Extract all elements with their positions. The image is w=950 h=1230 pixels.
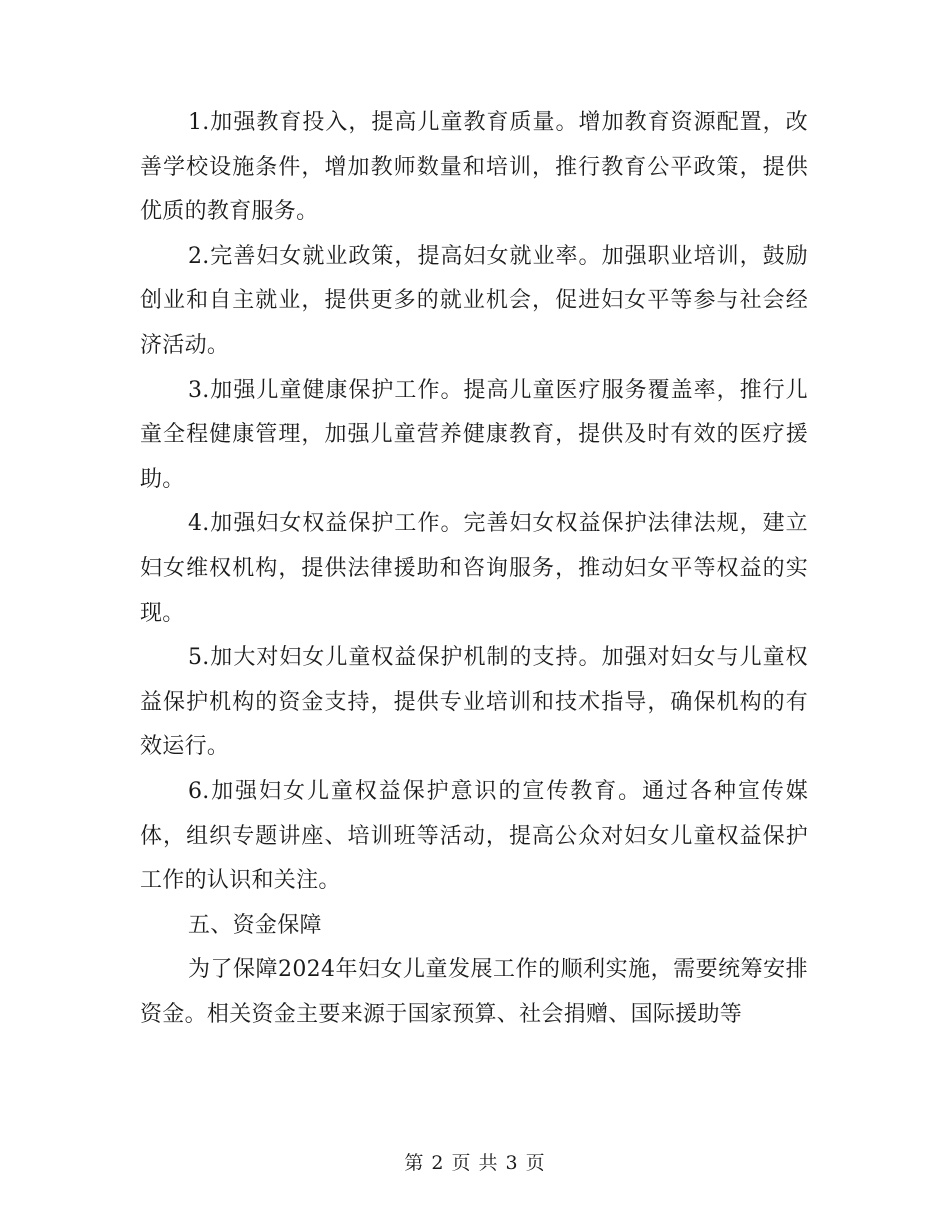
page-number-footer: 第 2 页 共 3 页 [404,1152,546,1174]
paragraph-item-2: 2.完善妇女就业政策，提高妇女就业率。加强职业培训，鼓励创业和自主就业，提供更多的就业机会，促进妇女平等参与社会经济活动。 [140,243,808,358]
paragraph-item-4: 4.加强妇女权益保护工作。完善妇女权益保护法律法规，建立妇女维权机构，提供法律援助和咨询服务，推动妇女平等权益的实现。 [140,511,808,626]
document-body [140,101,808,1037]
paragraph-item-6: 6.加强妇女儿童权益保护意识的宣传教育。通过各种宣传媒体，组织专题讲座、培训班等活动，提高公众对妇女儿童权益保护工作的认识和关注。 [140,778,808,894]
section-heading: 五、资金保障 [188,912,322,938]
paragraph-funding: 为了保障2024年妇女儿童发展工作的顺利实施，需要统筹安排资金。相关资金主要来源于国家预算、社会捐赠、国际援助等 [140,957,808,1027]
paragraph-item-3: 3.加强儿童健康保护工作。提高儿童医疗服务覆盖率，推行儿童全程健康管理，加强儿童营养健康教育，提供及时有效的医疗援助。 [140,377,808,492]
paragraph-item-1: 1.加强教育投入，提高儿童教育质量。增加教育资源配置，改善学校设施条件，增加教师数量和培训，推行教育公平政策，提供优质的教育服务。 [140,110,808,225]
paragraph-item-5: 5.加大对妇女儿童权益保护机制的支持。加强对妇女与儿童权益保护机构的资金支持，提供专业培训和技术指导，确保机构的有效运行。 [140,645,808,760]
